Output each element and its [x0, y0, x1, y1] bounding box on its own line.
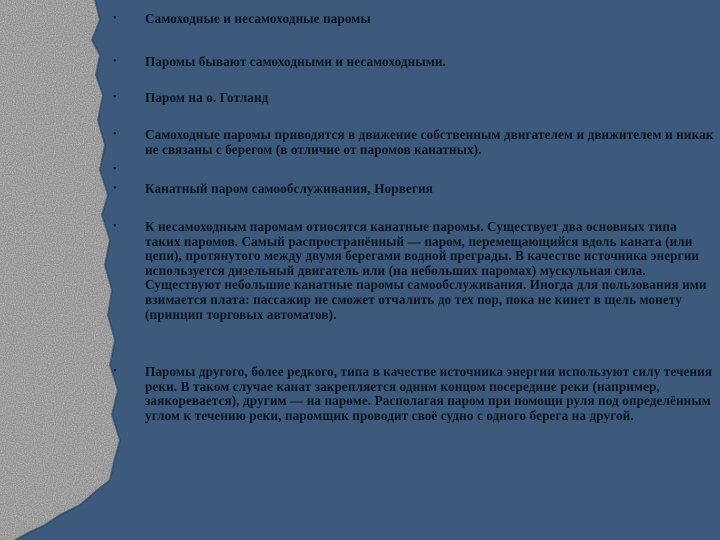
stone-border-texture: [0, 0, 120, 540]
bullet-1: •: [113, 13, 117, 24]
bullet-3: •: [113, 92, 117, 103]
item-cable-ferries: К несамоходным паромам относятся канатные паромы. Существует два основных типа таких паромов. Самый распространённый — паром, перемещающийся вдоль каната (или цепи), протянутого между двумя берегами водной преграды. В качестве источника энергии используется дизельный двигатель или (на небольших паромах) мускульная сила. Существуют небольшие канатные паромы самообслуживания. Иногда для пользования ими взимается плата: пассажир не сможет отчалить до тех пор, пока не кинет в щель монету (принцип торговых автоматов).: [145, 219, 707, 322]
item-current-ferries: Паромы другого, более редкого, типа в качестве источника энергии используют силу течения реки. В таком случае канат закрепляется одним концом посередине реки (например, заякоревается), другим — на пароме. Располагая паром при помощи руля под определённым углом к течению реки, паромщик проводит своё судно с одного берега на другой.: [145, 364, 713, 423]
item-ferry-types: Паромы бывают самоходными и несамоходными.: [145, 54, 446, 69]
item-gotland-caption: Паром на о. Готланд: [145, 90, 269, 105]
item-heading: Самоходные и несамоходные паромы: [145, 11, 371, 26]
bullet-8: •: [113, 366, 117, 377]
bullet-2: •: [113, 56, 117, 67]
bullet-4: •: [113, 129, 117, 140]
bullet-5: •: [113, 164, 117, 175]
bullet-6: •: [113, 183, 117, 194]
bullet-7: •: [113, 221, 117, 232]
item-norway-caption: Канатный паром самообслуживания, Норвегия: [145, 181, 433, 196]
item-self-propelled: Самоходные паромы приводятся в движение собственным двигателем и движителем и никак не связаны с берегом (в отличие от паромов канатных).: [145, 127, 714, 157]
